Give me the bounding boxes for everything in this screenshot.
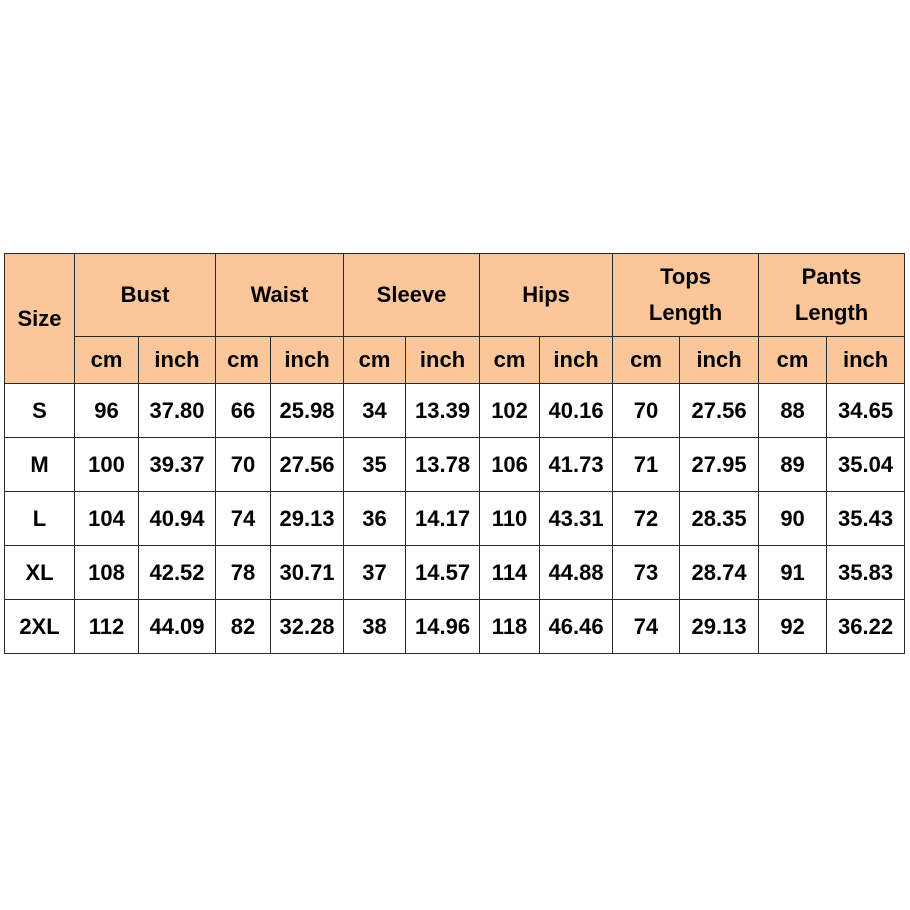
measurement-cell: 40.16	[540, 384, 613, 438]
measurement-cell: 44.88	[540, 546, 613, 600]
tops-length-header-line1: Tops	[660, 264, 712, 289]
table-row	[5, 438, 905, 492]
measurement-cell: 92	[759, 600, 827, 654]
measurement-cell: 78	[216, 546, 271, 600]
measurement-cell: 36.22	[827, 600, 905, 654]
size-cell: L	[5, 492, 75, 546]
measurement-cell: 36	[344, 492, 406, 546]
measurement-cell: 114	[480, 546, 540, 600]
measurement-cell: 100	[75, 438, 139, 492]
hips-header	[480, 254, 613, 337]
measurement-cell: 29.13	[680, 600, 759, 654]
measurement-cell: 38	[344, 600, 406, 654]
measurement-cell: 13.78	[406, 438, 480, 492]
sleeve-header-line1: Sleeve	[376, 282, 447, 307]
unit-header: inch	[827, 337, 905, 384]
size-cell: 2XL	[5, 600, 75, 654]
group-header-row	[5, 254, 905, 337]
size-rows	[5, 384, 905, 654]
unit-header: inch	[271, 337, 344, 384]
table-row	[5, 492, 905, 546]
unit-header: inch	[540, 337, 613, 384]
table-row	[5, 600, 905, 654]
measurement-cell: 82	[216, 600, 271, 654]
measurement-cell: 34	[344, 384, 406, 438]
measurement-cell: 40.94	[139, 492, 216, 546]
measurement-cell: 34.65	[827, 384, 905, 438]
tops-length-header-line2: Length	[648, 300, 723, 325]
table-row	[5, 546, 905, 600]
measurement-cell: 28.35	[680, 492, 759, 546]
measurement-cell: 71	[613, 438, 680, 492]
size-cell: M	[5, 438, 75, 492]
hips-header-line1: Hips	[522, 282, 570, 307]
measurement-cell: 90	[759, 492, 827, 546]
measurement-cell: 43.31	[540, 492, 613, 546]
pants-length-header	[759, 254, 905, 337]
measurement-cell: 70	[613, 384, 680, 438]
measurement-cell: 44.09	[139, 600, 216, 654]
measurement-cell: 41.73	[540, 438, 613, 492]
unit-header: cm	[480, 337, 540, 384]
measurement-cell: 14.96	[406, 600, 480, 654]
pants-length-header-line2: Length	[794, 300, 869, 325]
measurement-cell: 102	[480, 384, 540, 438]
unit-header: inch	[139, 337, 216, 384]
measurement-cell: 27.95	[680, 438, 759, 492]
measurement-cell: 13.39	[406, 384, 480, 438]
unit-header: cm	[613, 337, 680, 384]
unit-header-row	[5, 337, 905, 384]
measurement-cell: 35.04	[827, 438, 905, 492]
measurement-cell: 73	[613, 546, 680, 600]
measurement-cell: 74	[613, 600, 680, 654]
measurement-cell: 35.83	[827, 546, 905, 600]
measurement-cell: 27.56	[271, 438, 344, 492]
measurement-cell: 39.37	[139, 438, 216, 492]
measurement-cell: 25.98	[271, 384, 344, 438]
measurement-cell: 35.43	[827, 492, 905, 546]
measurement-cell: 91	[759, 546, 827, 600]
measurement-cell: 46.46	[540, 600, 613, 654]
measurement-cell: 96	[75, 384, 139, 438]
measurement-cell: 30.71	[271, 546, 344, 600]
bust-header	[75, 254, 216, 337]
measurement-cell: 14.17	[406, 492, 480, 546]
measurement-cell: 89	[759, 438, 827, 492]
unit-header: cm	[75, 337, 139, 384]
measurement-cell: 118	[480, 600, 540, 654]
measurement-cell: 37.80	[139, 384, 216, 438]
unit-header: cm	[759, 337, 827, 384]
measurement-cell: 14.57	[406, 546, 480, 600]
table-row	[5, 384, 905, 438]
bust-header-line1: Bust	[120, 282, 170, 307]
size-cell: XL	[5, 546, 75, 600]
measurement-cell: 110	[480, 492, 540, 546]
unit-header: cm	[344, 337, 406, 384]
size-cell: S	[5, 384, 75, 438]
measurement-cell: 35	[344, 438, 406, 492]
size-chart-table	[4, 253, 905, 654]
unit-header: cm	[216, 337, 271, 384]
measurement-cell: 70	[216, 438, 271, 492]
size-header: Size	[5, 254, 75, 384]
pants-length-header-line1: Pants	[801, 264, 862, 289]
measurement-cell: 42.52	[139, 546, 216, 600]
measurement-cell: 37	[344, 546, 406, 600]
measurement-cell: 74	[216, 492, 271, 546]
measurement-cell: 104	[75, 492, 139, 546]
measurement-cell: 32.28	[271, 600, 344, 654]
measurement-cell: 108	[75, 546, 139, 600]
waist-header-line1: Waist	[250, 282, 309, 307]
measurement-cell: 112	[75, 600, 139, 654]
waist-header	[216, 254, 344, 337]
measurement-cell: 72	[613, 492, 680, 546]
unit-header: inch	[680, 337, 759, 384]
measurement-cell: 28.74	[680, 546, 759, 600]
tops-length-header	[613, 254, 759, 337]
size-chart	[4, 253, 904, 654]
measurement-cell: 88	[759, 384, 827, 438]
measurement-cell: 29.13	[271, 492, 344, 546]
unit-header: inch	[406, 337, 480, 384]
measurement-cell: 27.56	[680, 384, 759, 438]
measurement-cell: 66	[216, 384, 271, 438]
measurement-cell: 106	[480, 438, 540, 492]
sleeve-header	[344, 254, 480, 337]
